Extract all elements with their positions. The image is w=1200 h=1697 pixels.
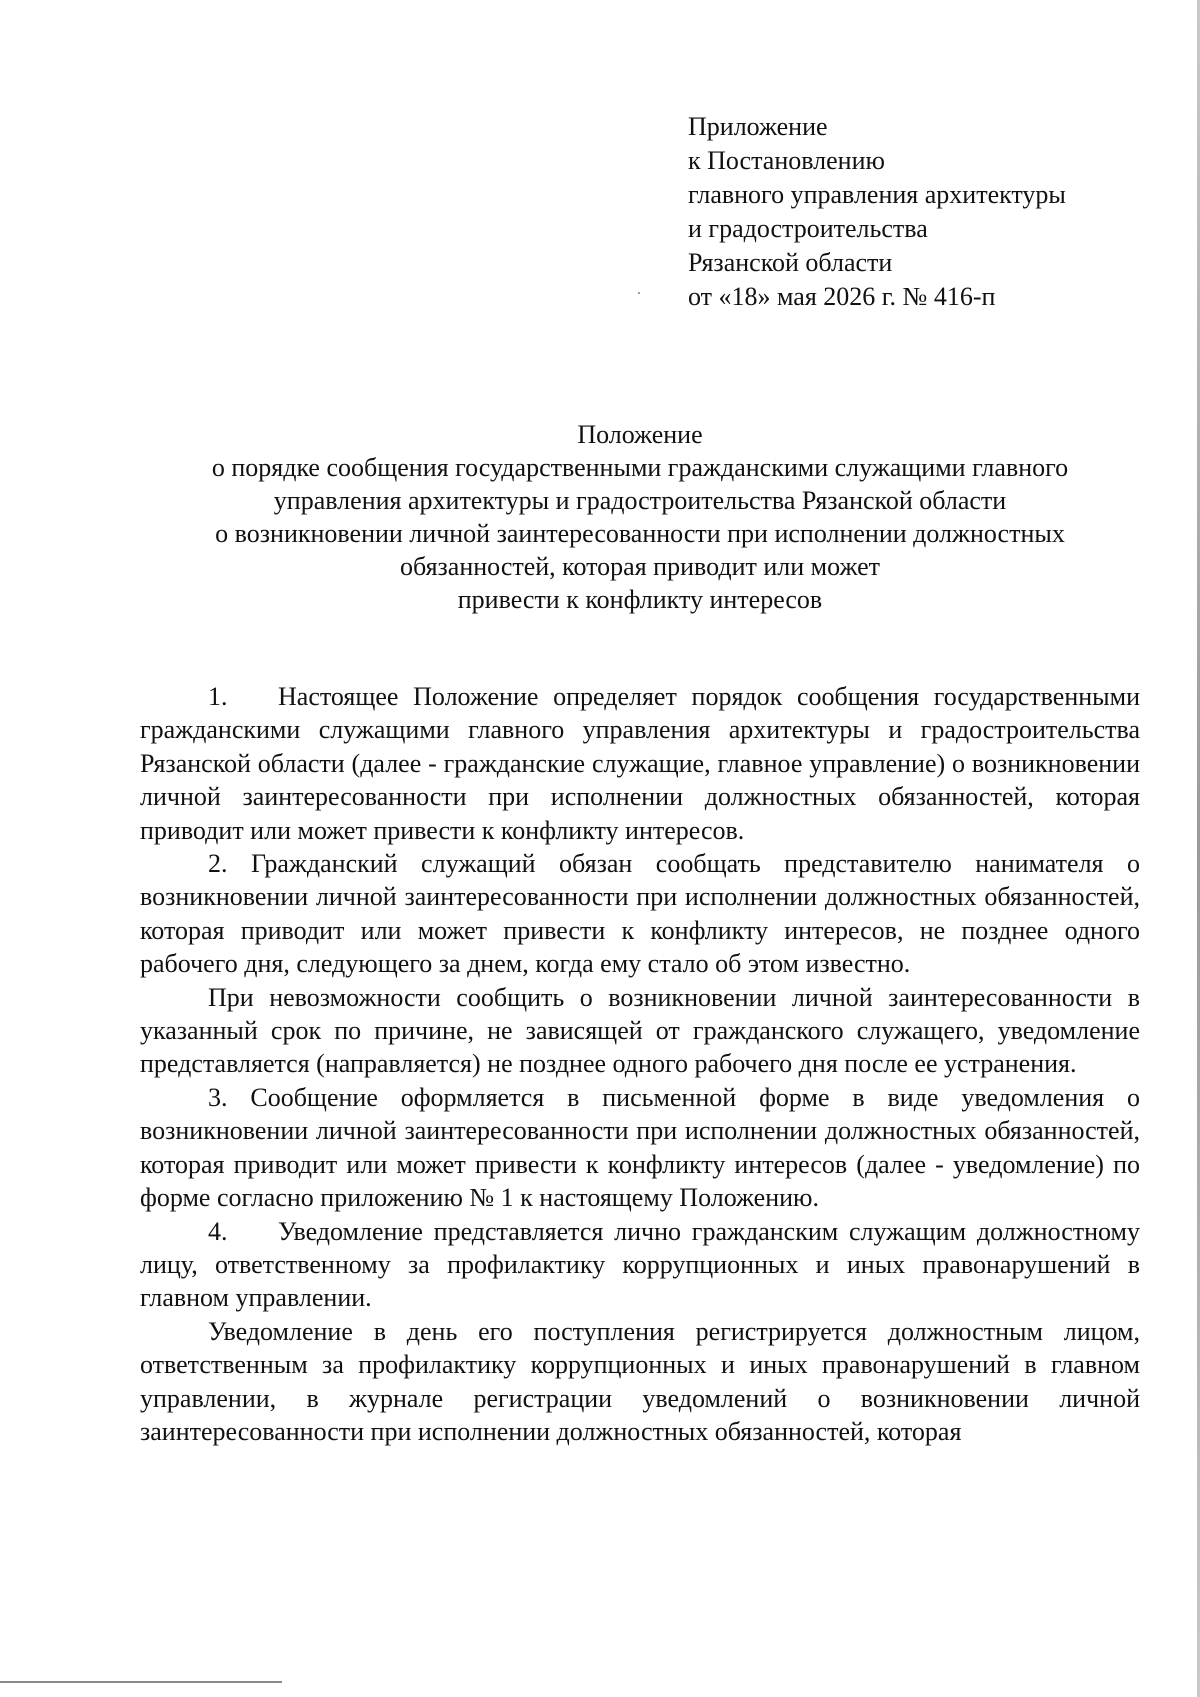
document-title — [140, 418, 1140, 616]
appendix-date-line: от «18» мая 2026 г. № 416-п — [688, 282, 996, 311]
title-line: обязанностей, которая приводит или может — [400, 552, 880, 581]
appendix-line: к Постановлению — [688, 146, 885, 175]
paragraph-2: 2. Гражданский служащий обязан сообщать представителю нанимателя о возникновении личной заинтересованности при исполнении должностных обязанностей, которая приводит или может привести к конфликту интересов, не позднее одного рабочего дня, следующего за днем, когда ему стало об этом известно. — [140, 849, 1140, 979]
paragraph-4-continued: Уведомление в день его поступления регистрируется должностным лицом, ответственным за профилактику коррупционных и иных правонарушений в главном управлении, в журнале регистрации уведомлений о возникновении личной заинтересованности при исполнении должностных обязанностей, которая — [140, 1316, 1140, 1446]
paragraph-4 — [140, 1215, 1140, 1315]
paragraph-2-continued: При невозможности сообщить о возникновении личной заинтересованности в указанный срок по причине, не зависящей от гражданского служащего, уведомление представляется (направляется) не позднее одного рабочего дня после ее устранения. — [140, 982, 1140, 1079]
paragraph-text: Уведомление представляется лично гражданским служащим должностному лицу, ответственному за профилактику коррупционных и иных правонарушений в главном управлении. — [140, 1216, 1140, 1313]
title-line: о возникновении личной заинтересованности при исполнении должностных — [215, 519, 1065, 548]
scan-speck — [638, 292, 640, 294]
appendix-line: главного управления архитектуры — [688, 180, 1066, 209]
paragraph-number: 1. — [208, 682, 228, 711]
appendix-header — [688, 110, 1148, 314]
appendix-line: и градостроительства — [688, 214, 928, 243]
title-line: привести к конфликту интересов — [457, 585, 823, 614]
appendix-line: Рязанской области — [688, 248, 893, 277]
paragraph-1 — [140, 680, 1140, 847]
paragraph-number: 4. — [208, 1216, 228, 1246]
paragraph-3: 3. Сообщение оформляется в письменной форме в виде уведомления о возникновении личной заинтересованности при исполнении должностных обязанностей, которая приводит или может привести к конфликту интересов (далее - уведомление) по форме согласно приложению № 1 к настоящему Положению. — [140, 1082, 1140, 1213]
title-heading: Положение — [577, 420, 703, 449]
document-body — [140, 680, 1140, 1448]
title-line: о порядке сообщения государственными гражданскими служащими главного — [211, 453, 1069, 482]
appendix-line: Приложение — [688, 112, 828, 141]
title-line: управления архитектуры и градостроительства Рязанской области — [273, 486, 1007, 515]
scan-bottom-line — [0, 1681, 282, 1683]
paragraph-text: Настоящее Положение определяет порядок сообщения государственными гражданскими служащими главного управления архитектуры и градостроительства Рязанской области (далее - гражданские служащие, главное управление) о возникновении личной заинтересованности при исполнении должностных обязанностей, которая приводит или может привести к конфликту интересов. — [140, 682, 1140, 845]
